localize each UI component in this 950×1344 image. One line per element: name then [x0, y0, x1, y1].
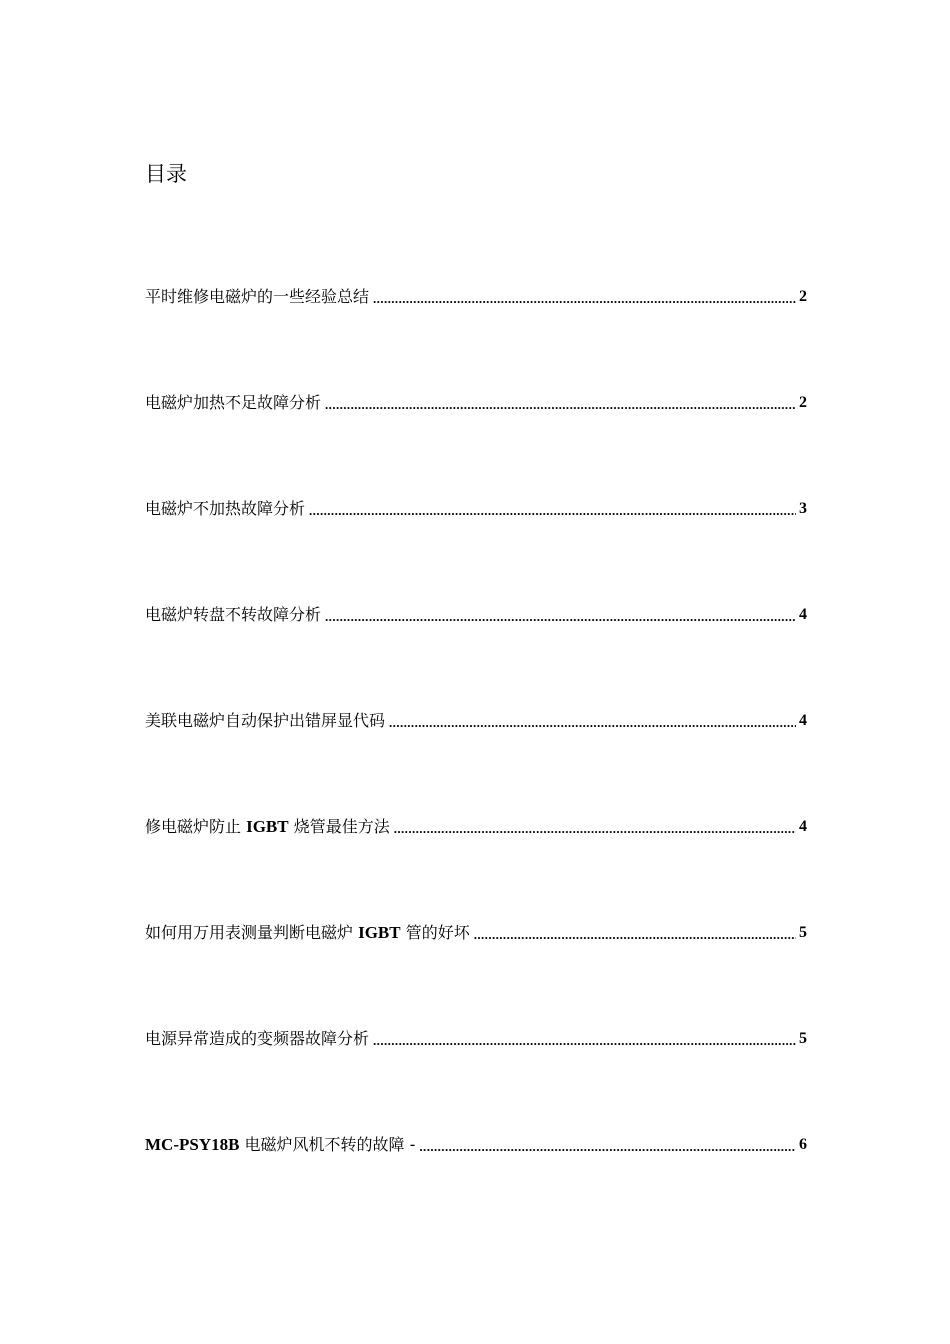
toc-entry-title — [145, 1132, 415, 1158]
toc-entry-title: 平时维修电磁炉的一些经验总结 — [145, 287, 370, 306]
toc-page-number: 3 — [799, 500, 807, 517]
toc-entry-title: 美联电磁炉自动保护出错屏显代码 — [145, 711, 386, 730]
toc-entry[interactable] — [145, 602, 807, 628]
toc-entry[interactable] — [145, 920, 807, 946]
toc-page-number: 6 — [799, 1136, 807, 1153]
toc-entry[interactable] — [145, 1132, 807, 1158]
toc-page-number: 4 — [799, 606, 807, 623]
toc-page-number: 2 — [799, 288, 807, 305]
toc-leader-dots — [474, 924, 796, 946]
toc-page-number: 2 — [799, 394, 807, 411]
toc-entry-title-term: IGBT — [358, 923, 401, 942]
toc-entry-title-prefix: 如何用万用表测量判断电磁炉 — [145, 923, 359, 942]
toc-entry-title-suffix: 电磁炉风机不转的故障 - — [239, 1135, 416, 1154]
toc-page-number: 5 — [799, 1030, 807, 1047]
toc-leader-dots — [419, 1136, 796, 1158]
toc-page-number: 4 — [799, 818, 807, 835]
toc-page-number: 5 — [799, 924, 807, 941]
toc-entry[interactable] — [145, 814, 807, 840]
toc-entry-title-suffix: 烧管最佳方法 — [288, 817, 390, 836]
toc-entry-title-term: MC-PSY18B — [145, 1135, 240, 1154]
toc-leader-dots — [394, 818, 796, 840]
toc-entry-title-term: IGBT — [246, 817, 289, 836]
toc-leader-dots — [389, 712, 796, 734]
toc-leader-dots — [309, 500, 796, 522]
toc-entry-title-suffix: 管的好坏 — [400, 923, 470, 942]
toc-entry-title-prefix: 修电磁炉防止 — [145, 817, 247, 836]
toc-heading: 目录 — [145, 162, 187, 186]
toc-page-number: 4 — [799, 712, 807, 729]
toc-entry-title: 电磁炉转盘不转故障分析 — [145, 605, 322, 624]
toc-entry-title: 电源异常造成的变频器故障分析 — [145, 1029, 370, 1048]
toc-entry[interactable] — [145, 708, 807, 734]
toc-entry-title: 电磁炉加热不足故障分析 — [145, 393, 322, 412]
toc-leader-dots — [325, 394, 796, 416]
toc-entry-title — [145, 920, 470, 946]
toc-entry[interactable] — [145, 1026, 807, 1052]
toc-entry[interactable] — [145, 496, 807, 522]
toc-entry-title: 电磁炉不加热故障分析 — [145, 499, 306, 518]
toc-entry-title — [145, 814, 390, 840]
toc-entry[interactable] — [145, 390, 807, 416]
toc-leader-dots — [325, 606, 796, 628]
toc-entry[interactable] — [145, 284, 807, 310]
toc-leader-dots — [373, 288, 796, 310]
toc-leader-dots — [373, 1030, 796, 1052]
